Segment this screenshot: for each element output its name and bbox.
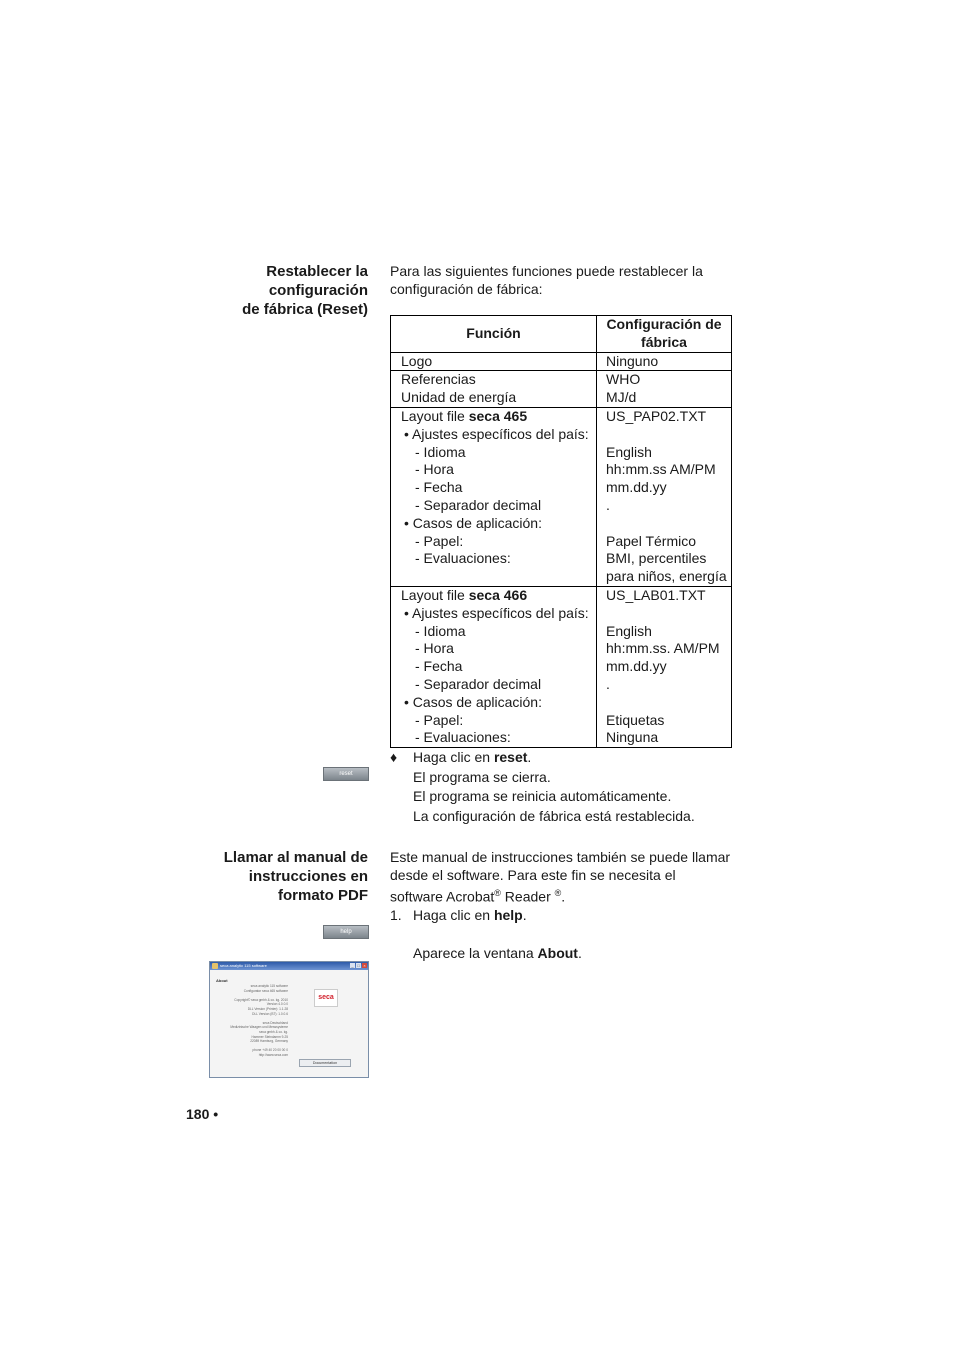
reset-step-instruction xyxy=(413,748,740,768)
factory-value: mm.dd.yy xyxy=(606,479,667,496)
reset-result-3: La configuración de fábrica está restablecida. xyxy=(413,807,695,824)
function-text: • Casos de aplicación: xyxy=(404,514,542,531)
manual-intro-end: . xyxy=(561,888,566,905)
factory-value: US_PAP02.TXT xyxy=(606,407,707,424)
help-step-period: . xyxy=(522,907,527,923)
function-text: Logo xyxy=(401,352,433,369)
function-text: - Idioma xyxy=(415,622,466,639)
function-text: - Evaluaciones: xyxy=(415,550,511,567)
reset-intro: Para las siguientes funciones puede restablecer la configuración de fábrica: xyxy=(390,263,703,297)
function-line xyxy=(391,426,596,444)
function-text: • Ajustes específicos del país: xyxy=(404,425,589,442)
reset-heading-line-3: de fábrica (Reset) xyxy=(242,301,368,318)
function-line xyxy=(391,533,596,551)
cell-factory-value xyxy=(597,586,732,747)
about-info-line: Configurator seca 465 software xyxy=(243,988,288,993)
help-step-instruction xyxy=(413,906,740,926)
function-text: - Papel: xyxy=(415,711,464,728)
minimize-icon[interactable]: _ xyxy=(351,963,354,968)
help-button-screenshot[interactable]: help xyxy=(323,925,369,939)
function-line xyxy=(391,587,596,605)
function-bold: seca 466 xyxy=(468,586,528,603)
function-line xyxy=(391,389,596,407)
about-keyword: About xyxy=(537,945,578,961)
function-line xyxy=(391,515,596,533)
factory-value: English xyxy=(606,622,652,639)
factory-value: . xyxy=(606,675,610,692)
close-icon[interactable]: × xyxy=(363,963,366,968)
app-icon xyxy=(212,963,218,969)
factory-value: para niños, energía xyxy=(606,568,727,585)
factory-value xyxy=(606,694,731,712)
factory-settings-table xyxy=(390,315,732,748)
about-info-line: 22089 Hamburg, Germany xyxy=(250,1039,288,1044)
about-info-line: Version 4.0.0.0 xyxy=(266,1002,288,1007)
about-window-title: seca analytic 115 software xyxy=(220,963,267,968)
function-line xyxy=(391,550,596,568)
factory-value: hh:mm.ss AM/PM xyxy=(606,461,716,478)
about-window-screenshot xyxy=(209,961,369,1078)
factory-value: US_LAB01.TXT xyxy=(606,586,706,603)
factory-value: WHO xyxy=(606,371,641,388)
function-line xyxy=(391,479,596,497)
function-text: - Hora xyxy=(415,640,454,657)
reset-button-screenshot[interactable]: reset xyxy=(323,767,369,781)
manual-heading-line-3: formato PDF xyxy=(278,887,368,904)
function-text: Layout file xyxy=(401,586,469,603)
header-cfg-line-1: Configuración de xyxy=(606,316,722,332)
reset-keyword: reset xyxy=(493,749,528,765)
factory-value: mm.dd.yy xyxy=(606,658,667,675)
about-info-line: DLL Version (Printer): 1.1.28 xyxy=(247,1006,288,1011)
diamond-bullet-icon: ♦ xyxy=(390,749,398,765)
function-line xyxy=(391,353,596,371)
function-line xyxy=(391,444,596,462)
about-info-line: DLL Version (BT): 1.0.0.6 xyxy=(252,1011,288,1016)
about-info-line: seca gmbh & co. kg. xyxy=(259,1029,288,1034)
help-step-text: Haga clic en xyxy=(413,907,494,923)
function-text: - Idioma xyxy=(415,443,466,460)
function-text: Unidad de energía xyxy=(401,389,517,406)
function-line xyxy=(391,623,596,641)
factory-value: Papel Térmico xyxy=(606,532,697,549)
about-result-text: Aparece la ventana xyxy=(413,945,538,961)
about-info-line: seca Deutschland xyxy=(262,1020,288,1025)
help-keyword: help xyxy=(493,907,523,923)
function-text: • Casos de aplicación: xyxy=(404,693,542,710)
cell-factory-value xyxy=(597,352,732,371)
table-row xyxy=(391,407,732,586)
reset-section-heading xyxy=(242,262,368,319)
cell-factory-value xyxy=(597,371,732,408)
factory-value: English xyxy=(606,443,652,460)
function-line xyxy=(391,712,596,730)
about-info-line: Hammer Steindamm 9-25 xyxy=(251,1034,288,1039)
function-line xyxy=(391,658,596,676)
header-cfg-line-2: fábrica xyxy=(641,333,687,350)
manual-intro xyxy=(390,848,732,906)
about-info-line: phone +49 40 20 00 00 0 xyxy=(252,1048,288,1053)
manual-section-heading xyxy=(224,848,368,905)
manual-intro-text: Este manual de instrucciones también se puede llamar desde el software. Para este fin se necesita el software Acrobat xyxy=(390,849,731,905)
cell-function xyxy=(391,407,597,586)
table-row xyxy=(391,586,732,747)
function-line xyxy=(391,694,596,712)
step-text: Haga clic en xyxy=(413,749,494,765)
function-line xyxy=(391,371,596,389)
table-row xyxy=(391,352,732,371)
function-text: - Separador decimal xyxy=(415,496,542,513)
manual-intro-reader: Reader xyxy=(500,888,555,905)
function-line xyxy=(391,676,596,694)
registered-mark-2: ® xyxy=(554,888,562,898)
function-text: - Hora xyxy=(415,461,454,478)
cell-function xyxy=(391,586,597,747)
page-number: 180 • xyxy=(186,1106,219,1122)
about-info-line: Copyright© seca gmbh & co. kg. 2010 xyxy=(234,997,288,1002)
reset-result-1: El programa se cierra. xyxy=(413,768,551,785)
function-text: Referencias xyxy=(401,371,476,388)
table-row xyxy=(391,371,732,408)
cell-function xyxy=(391,352,597,371)
function-text: - Evaluaciones: xyxy=(415,729,511,746)
function-text: Layout file xyxy=(401,407,469,424)
factory-value xyxy=(606,426,731,444)
function-line xyxy=(391,497,596,515)
step-number: 1. xyxy=(390,907,402,923)
reset-heading-line-1: Restablecer la xyxy=(266,263,368,280)
reset-result-2: El programa se reinicia automáticamente. xyxy=(413,788,672,804)
function-text: - Papel: xyxy=(415,532,464,549)
factory-value: Etiquetas xyxy=(606,711,665,728)
seca-logo: seca xyxy=(314,989,338,1007)
function-line xyxy=(391,729,596,747)
window-controls xyxy=(350,963,367,968)
function-text: • Ajustes específicos del país: xyxy=(404,604,589,621)
table-header-row xyxy=(391,316,732,353)
factory-value: MJ/d xyxy=(606,389,637,406)
cell-factory-value xyxy=(597,407,732,586)
about-result-period: . xyxy=(577,945,582,961)
factory-value xyxy=(606,605,731,623)
header-funcion: Función xyxy=(391,316,597,353)
function-line xyxy=(391,640,596,658)
reset-heading-line-2: configuración xyxy=(268,282,368,299)
about-tab-label: About xyxy=(216,978,228,983)
function-text: - Fecha xyxy=(415,479,463,496)
about-info-line: http://www.seca.com xyxy=(258,1052,288,1057)
function-text: - Separador decimal xyxy=(415,675,542,692)
step-period: . xyxy=(527,749,532,765)
factory-value: . xyxy=(606,496,610,513)
help-step xyxy=(390,906,740,926)
about-info-line: seca analytic 115 software xyxy=(250,984,288,988)
header-configuracion xyxy=(597,316,732,353)
maximize-icon[interactable]: □ xyxy=(357,963,360,968)
factory-value: BMI, percentiles xyxy=(606,550,707,567)
factory-value: hh:mm.ss. AM/PM xyxy=(606,640,720,657)
factory-value xyxy=(606,515,731,533)
registered-mark: ® xyxy=(494,888,501,898)
reset-step xyxy=(390,748,740,826)
function-line xyxy=(391,461,596,479)
manual-heading-line-1: Llamar al manual de xyxy=(223,849,368,866)
about-result xyxy=(390,944,740,964)
function-line xyxy=(391,605,596,623)
function-text: - Fecha xyxy=(415,658,463,675)
documentation-button[interactable]: Documentation xyxy=(299,1059,351,1067)
cell-function xyxy=(391,371,597,408)
function-line xyxy=(391,408,596,426)
factory-value: Ninguna xyxy=(606,729,659,746)
factory-value: Ninguno xyxy=(606,352,659,369)
about-window-titlebar xyxy=(210,962,368,970)
function-bold: seca 465 xyxy=(468,407,528,424)
about-info-line: Medizinische Waagen und Messsysteme xyxy=(230,1025,288,1030)
manual-heading-line-2: instrucciones en xyxy=(248,868,368,885)
about-info-lines xyxy=(218,984,288,1058)
